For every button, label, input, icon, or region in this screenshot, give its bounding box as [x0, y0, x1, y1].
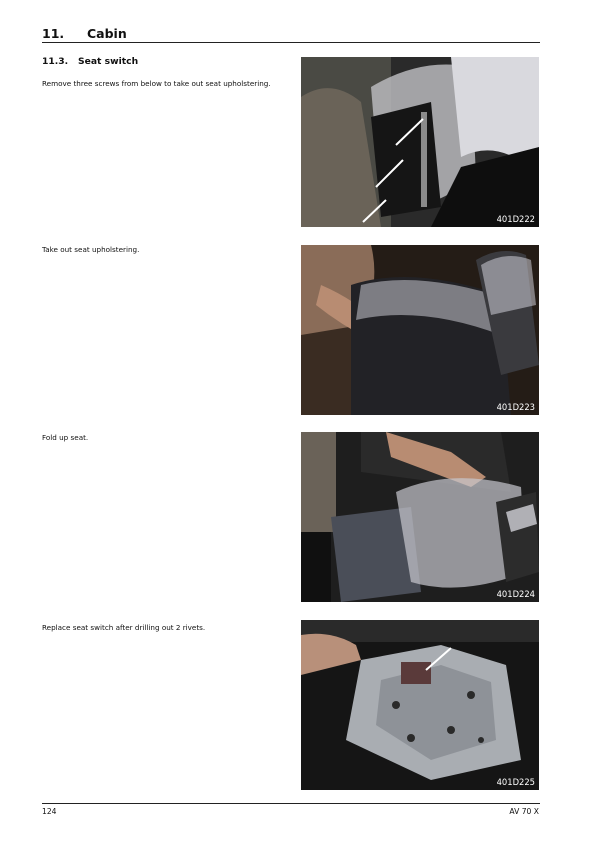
chapter-title: Cabin [87, 26, 127, 41]
step-4-image-code: 401D225 [496, 777, 535, 787]
step-1-image-code: 401D222 [496, 214, 535, 224]
step-1-photo [301, 57, 539, 227]
footer-divider [42, 803, 540, 804]
page-number: 124 [42, 807, 57, 816]
step-4-photo [301, 620, 539, 790]
step-2-photo [301, 245, 539, 415]
step-3-image-code: 401D224 [496, 589, 535, 599]
step-1-text: Remove three screws from below to take out seat upholstering. [42, 79, 271, 88]
section-number: 11.3. [42, 56, 69, 67]
step-2-image-code: 401D223 [496, 402, 535, 412]
step-3-photo [301, 432, 539, 602]
step-2-text: Take out seat upholstering. [42, 245, 140, 254]
section-title: Seat switch [78, 56, 139, 67]
step-4-text: Replace seat switch after drilling out 2 rivets. [42, 623, 206, 632]
step-3-text: Fold up seat. [42, 433, 89, 442]
chapter-heading [42, 26, 540, 43]
chapter-number: 11. [42, 26, 65, 41]
model-name: AV 70 X [509, 807, 539, 816]
